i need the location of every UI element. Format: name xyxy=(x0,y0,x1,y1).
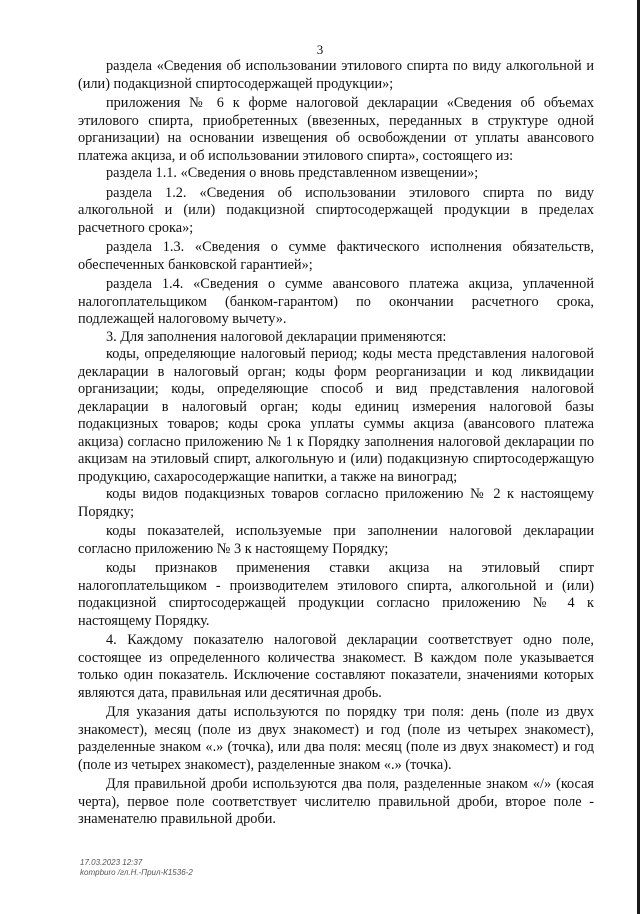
print-source: kompburo /гл.Н.-Прил-К1536-2 xyxy=(80,868,193,877)
paragraph: раздела 1.4. «Сведения о сумме авансового платежа акциза, уплаченной налогоплательщиком (банком-гарантом) по окончании расчетного срока, подлежащей налоговому вычету». xyxy=(78,276,594,327)
document-body xyxy=(78,58,594,829)
paragraph: коды показателей, используемые при заполнении налоговой декларации согласно приложению № 3 к настоящему Порядку; xyxy=(78,523,594,557)
paragraph: раздела 1.3. «Сведения о сумме фактического исполнения обязательств, обеспеченных банковской гарантией»; xyxy=(78,239,594,273)
paragraph: раздела 1.1. «Сведения о вновь представленном извещении»; xyxy=(106,165,479,181)
print-stamp xyxy=(80,858,193,878)
paragraph: коды видов подакцизных товаров согласно приложению № 2 к настоящему Порядку; xyxy=(78,486,594,520)
page-number: 3 xyxy=(316,42,324,57)
paragraph: коды, определяющие налоговый период; коды места представления налоговой декларации в налоговый орган; коды форм реорганизации и код ликвидации организации; коды, определяющие способ и вид представления налоговой декларации в налоговый орган; коды единиц измерения налоговой базы подакцизных товаров; коды срока уплаты суммы акциза (авансового платежа акциза) согласно приложению № 1 к Порядку заполнения налоговой декларации по акцизам на этиловый спирт, алкогольную и (или) подакцизную спиртосодержащую продукцию, сахаросодержащие напитки, а также на виноград; xyxy=(78,346,594,485)
paragraph: коды признаков применения ставки акциза на этиловый спирт налогоплательщиком - производителем этилового спирта, алкогольной и (или) подакцизной спиртосодержащей продукции согласно приложению № 4 к настоящему Порядку. xyxy=(78,560,594,629)
print-timestamp: 17.03.2023 12:37 xyxy=(80,858,143,867)
paragraph: 4. Каждому показателю налоговой декларации соответствует одно поле, состоящее из определенного количества знакомест. В каждом поле указывается только один показатель. Исключение составляют показатели, значениями которых являются дата, правильная или десятичная дробь. xyxy=(78,632,594,701)
paragraph: Для указания даты используются по порядку три поля: день (поле из двух знакомест), месяц (поле из двух знакомест) и год (поле из четырех знакомест), разделенные знаком «.» (точка), или два поля: месяц (поле из двух знакомест) и год (поле из четырех знакомест), разделенные знаком «.» (точка). xyxy=(78,704,594,773)
paragraph: приложения № 6 к форме налоговой декларации «Сведения об объемах этилового спирта, приобретенных (ввезенных, переданных в структуре одной организации) на основании извещения об освобождении от уплаты авансового платежа акциза, и об использовании этилового спирта», состоящего из: xyxy=(78,95,594,164)
paragraph: 3. Для заполнения налоговой декларации применяются: xyxy=(106,328,447,345)
paragraph: раздела «Сведения об использовании этилового спирта по виду алкогольной и (или) подакцизной спиртосодержащей продукции»; xyxy=(78,58,594,92)
paragraph: раздела 1.2. «Сведения об использовании этилового спирта по виду алкогольной и (или) подакцизной спиртосодержащей продукции в пределах расчетного срока»; xyxy=(78,184,594,236)
paragraph: Для правильной дроби используются два поля, разделенные знаком «/» (косая черта), первое поле соответствует числителю правильной дроби, второе поле - знаменателю правильной дроби. xyxy=(78,776,594,827)
